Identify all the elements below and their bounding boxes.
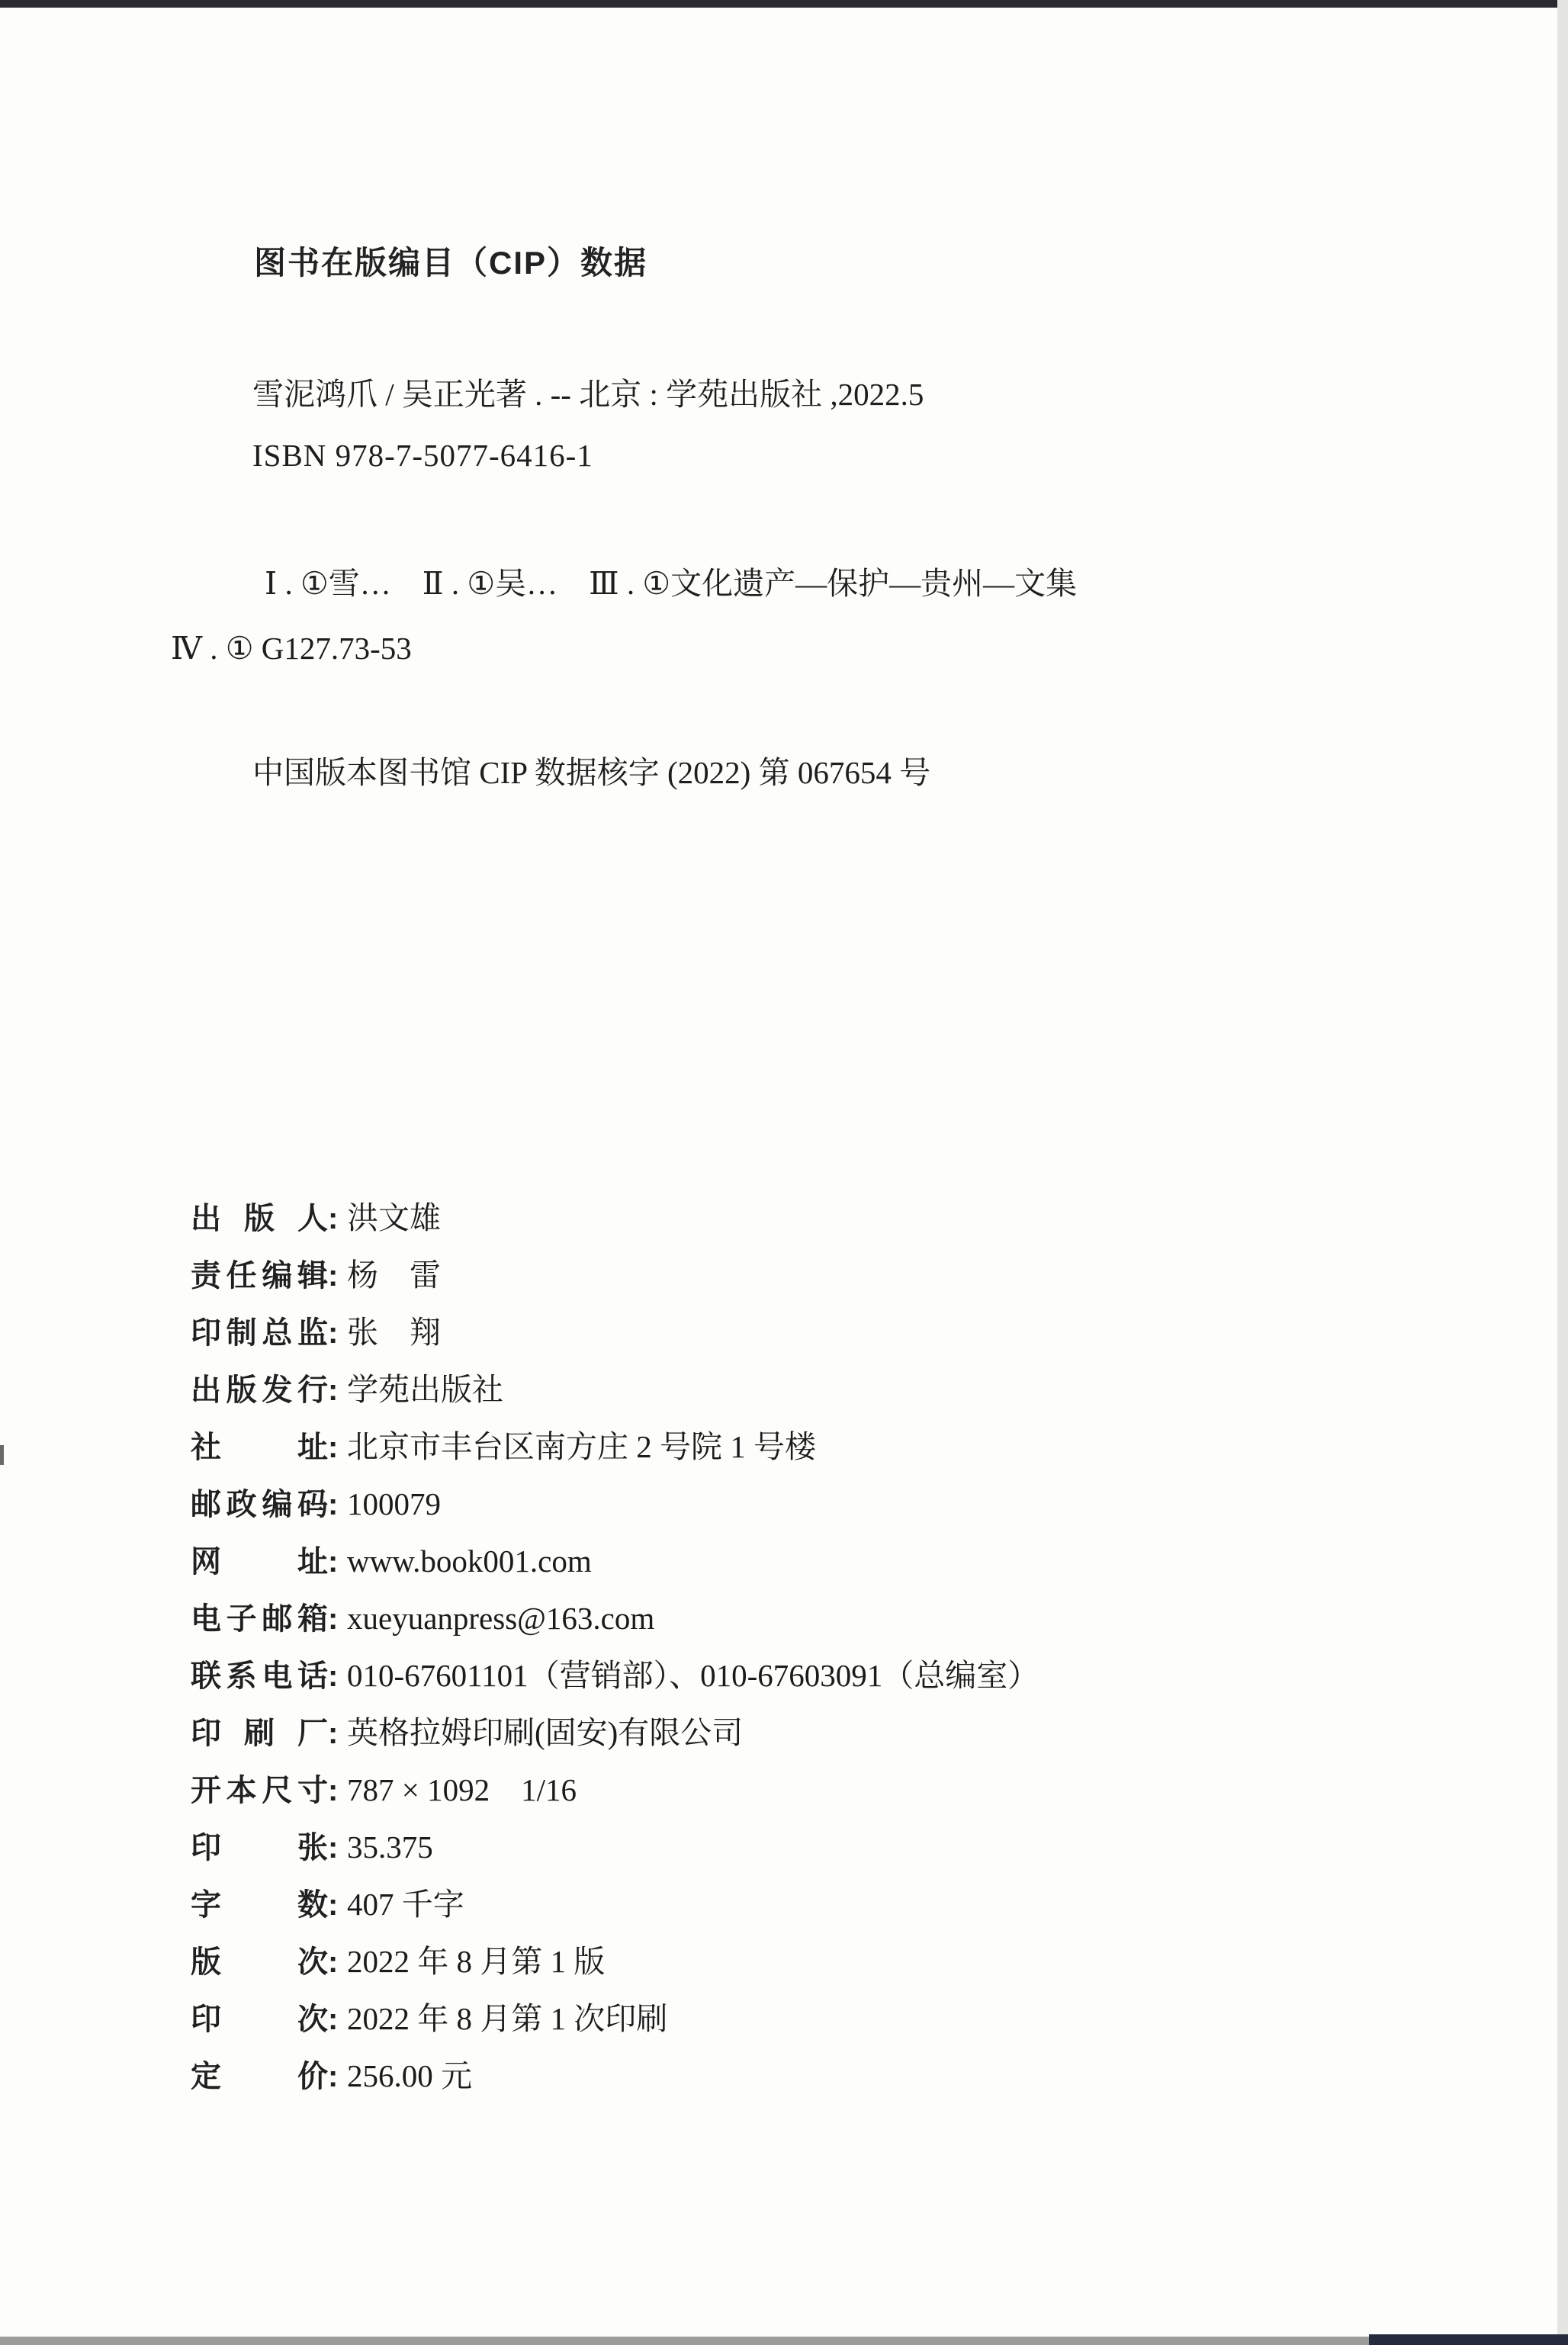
colophon-value: 35.375 xyxy=(347,1829,433,1865)
colophon-value: 010-67601101（营销部）、010-67603091（总编室） xyxy=(347,1658,1039,1693)
colophon-colon: : xyxy=(328,1373,339,1407)
scan-edge-top xyxy=(0,0,1568,8)
colophon-label: 邮政编码 xyxy=(191,1488,328,1521)
colophon-colon: : xyxy=(328,2060,339,2093)
colophon-label: 联系电话 xyxy=(191,1659,328,1693)
colophon-value: 2022 年 8 月第 1 版 xyxy=(347,1944,606,1979)
colophon-label: 印次 xyxy=(191,2003,328,2036)
colophon-label: 开本尺寸 xyxy=(191,1774,328,1807)
cip-title: 图书在版编目（CIP）数据 xyxy=(254,245,648,281)
colophon-value: xueyuanpress@163.com xyxy=(347,1601,655,1636)
colophon-value: 张 翔 xyxy=(347,1315,441,1350)
scan-speck xyxy=(0,1445,4,1465)
colophon-value: 256.00 元 xyxy=(347,2058,472,2093)
colophon-label: 印张 xyxy=(191,1831,328,1865)
colophon-row xyxy=(191,1933,1335,1990)
colophon-label: 出版发行 xyxy=(191,1373,328,1407)
colophon-row xyxy=(191,1476,1335,1533)
colophon-label: 社址 xyxy=(191,1431,328,1464)
colophon-value: 洪文雄 xyxy=(347,1200,441,1235)
colophon-value: 2022 年 8 月第 1 次印刷 xyxy=(347,2001,668,2036)
colophon-row xyxy=(191,1762,1335,1819)
colophon-row xyxy=(191,1247,1335,1304)
colophon-label: 印制总监 xyxy=(191,1316,328,1350)
colophon-value: 英格拉姆印刷(固安)有限公司 xyxy=(347,1715,744,1750)
colophon-colon: : xyxy=(328,1774,339,1807)
colophon-row xyxy=(191,1990,1335,2048)
colophon-colon: : xyxy=(328,1259,339,1293)
colophon-row xyxy=(191,1304,1335,1361)
colophon-row xyxy=(191,1647,1335,1704)
colophon-label: 字数 xyxy=(191,1888,328,1922)
cip-record-line: 中国版本图书馆 CIP 数据核字 (2022) 第 067654 号 xyxy=(252,755,931,790)
classification-line-2: Ⅳ . ① G127.73-53 xyxy=(171,631,412,666)
colophon-colon: : xyxy=(328,1545,339,1579)
colophon-row xyxy=(191,2048,1335,2105)
colophon-colon: : xyxy=(328,1202,339,1235)
colophon-colon: : xyxy=(328,1831,339,1865)
colophon-value: 学苑出版社 xyxy=(347,1372,503,1407)
colophon-colon: : xyxy=(328,1602,339,1636)
scan-edge-bottom-dark xyxy=(1369,2334,1568,2345)
colophon-colon: : xyxy=(328,1659,339,1693)
scan-edge-right xyxy=(1557,0,1568,2345)
colophon-label: 出版人 xyxy=(191,1202,328,1235)
colophon-colon: : xyxy=(328,1945,339,1979)
colophon-colon: : xyxy=(328,1717,339,1750)
colophon-colon: : xyxy=(328,2003,339,2036)
colophon-value: 407 千字 xyxy=(347,1887,464,1922)
colophon-colon: : xyxy=(328,1888,339,1922)
colophon-label: 电子邮箱 xyxy=(191,1602,328,1636)
colophon-label: 网址 xyxy=(191,1545,328,1579)
colophon-label: 印刷厂 xyxy=(191,1717,328,1750)
classification-line-1: Ⅰ . ①雪… Ⅱ . ①吴… Ⅲ . ①文化遗产—保护—贵州—文集 xyxy=(265,566,1078,601)
colophon-row xyxy=(191,1876,1335,1933)
colophon-row xyxy=(191,1418,1335,1476)
colophon xyxy=(191,1190,1335,2105)
colophon-label: 版次 xyxy=(191,1945,328,1979)
colophon-label: 责任编辑 xyxy=(191,1259,328,1293)
colophon-label: 定价 xyxy=(191,2060,328,2093)
colophon-value: 北京市丰台区南方庄 2 号院 1 号楼 xyxy=(347,1429,816,1464)
isbn-line: ISBN 978-7-5077-6416-1 xyxy=(252,438,593,473)
colophon-row xyxy=(191,1533,1335,1590)
colophon-value: 杨 雷 xyxy=(347,1258,441,1293)
colophon-row xyxy=(191,1361,1335,1418)
colophon-colon: : xyxy=(328,1431,339,1464)
colophon-row xyxy=(191,1704,1335,1762)
scan-edge-bottom-gray xyxy=(0,2337,1369,2345)
colophon-row xyxy=(191,1190,1335,1247)
colophon-value: www.book001.com xyxy=(347,1544,592,1579)
colophon-value: 787 × 1092 1/16 xyxy=(347,1772,577,1807)
colophon-colon: : xyxy=(328,1316,339,1350)
colophon-row xyxy=(191,1819,1335,1876)
colophon-colon: : xyxy=(328,1488,339,1521)
colophon-value: 100079 xyxy=(347,1486,441,1521)
cip-description: 雪泥鸿爪 / 吴正光著 . -- 北京 : 学苑出版社 ,2022.5 xyxy=(252,377,924,412)
colophon-row xyxy=(191,1590,1335,1647)
